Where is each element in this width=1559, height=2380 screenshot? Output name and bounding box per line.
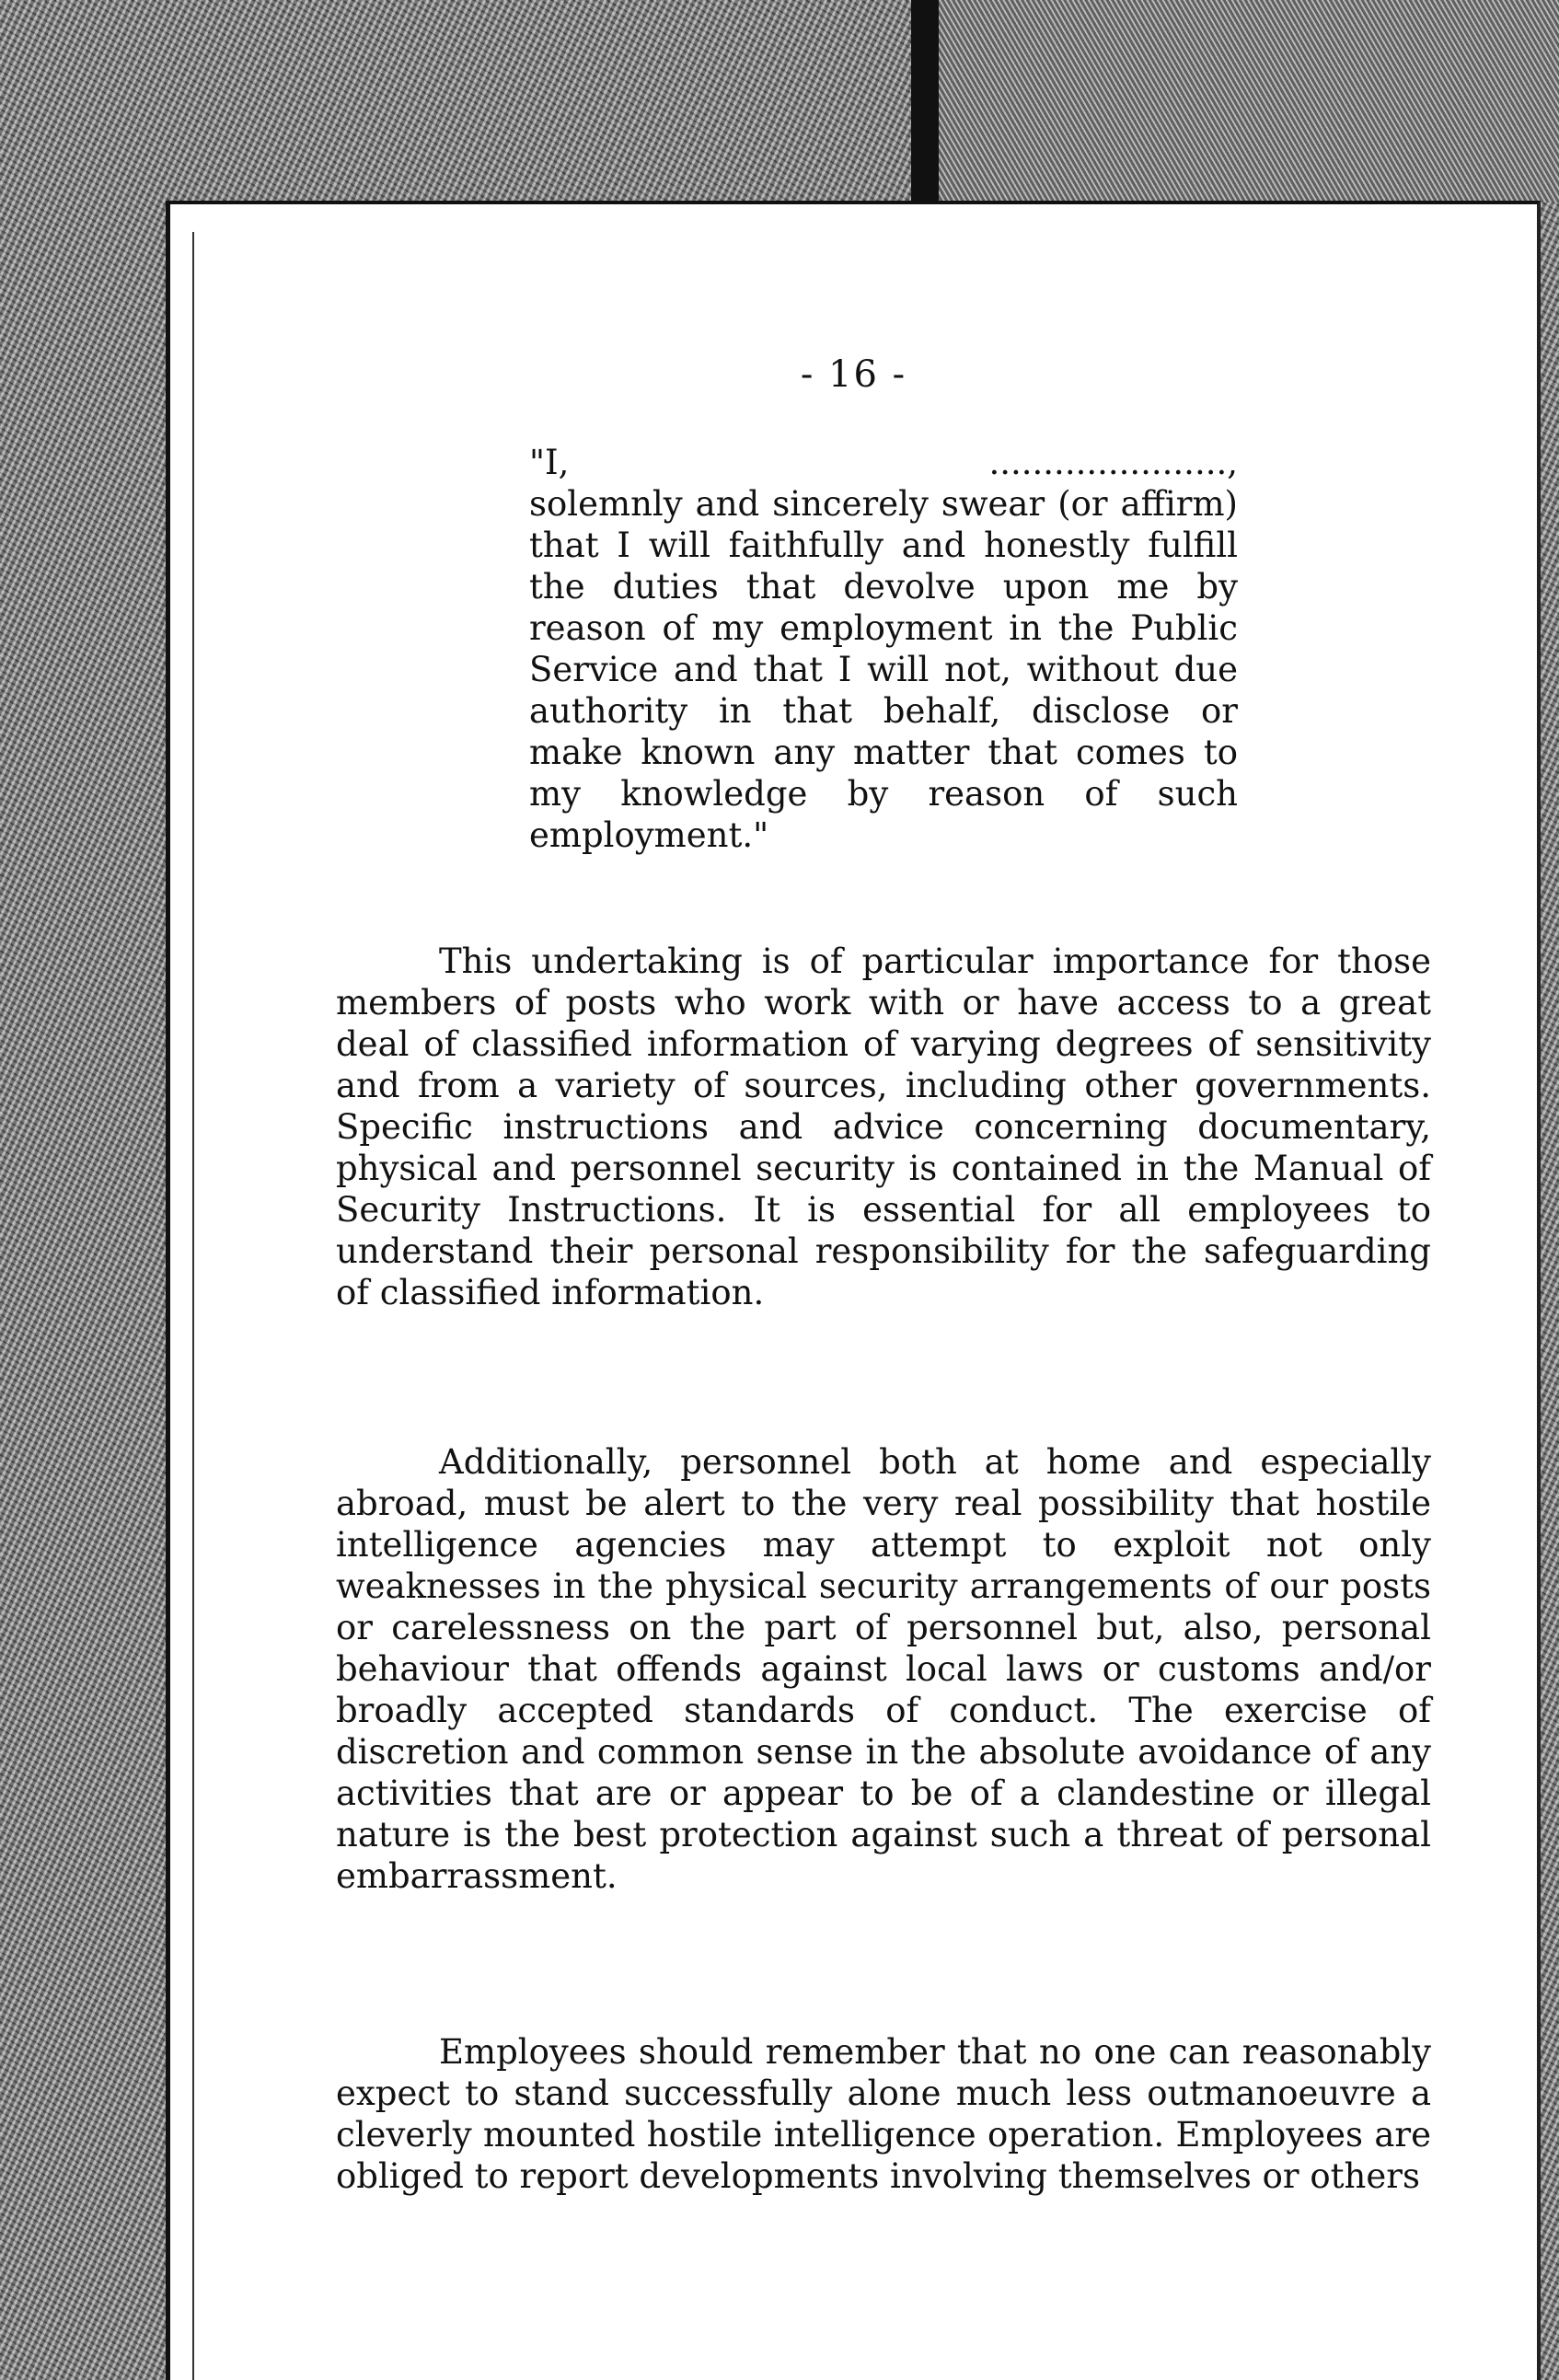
paragraph-undertaking: This undertaking is of particular importance for those members of posts who work with or have access to a great deal of classified information of varying degrees of sensitivity and from a variety of sources, including other governments. Specific instructions and advice concerning documentary, physical and personnel security is contained in the Manual of Security Instructions. It is essential for all employees to understand their personal responsibility for the safeguarding of classified information.: [336, 942, 1431, 1312]
paragraph-additionally: Additionally, personnel both at home and especially abroad, must be alert to the very real possibility that hostile intelligence agencies may attempt to exploit not only weaknesses in the physical security arrangements of our posts or carelessness on the part of personnel but, also, personal behaviour that offends against local laws or customs and/or broadly accepted standards of conduct. The exercise of discretion and common sense in the absolute avoidance of any activities that are or appear to be of a clandestine or illegal nature is the best protection against such a threat of personal embarrassment.: [336, 1442, 1431, 1896]
oath-open-quote: "I,: [529, 443, 570, 482]
page-edge-rule: [192, 232, 194, 2380]
oath-first-line: [529, 442, 1238, 483]
scan-background-band: [911, 0, 939, 202]
oath-name-blank: ......................,: [988, 443, 1238, 482]
oath-text: solemnly and sincerely swear (or affirm) that I will faithfully and honestly fulfill the duties that devolve upon me by reason of my employment in the Public Service and that I will not, without due authority in that behalf, disclose or make known any matter that comes to my knowledge by reason of such employment.": [529, 484, 1238, 855]
document-page: [166, 201, 1541, 2380]
scan-background-strip: [939, 0, 1559, 202]
paragraph-employees: Employees should remember that no one can reasonably expect to stand successfully alone much less outmanoeuvre a cleverly mounted hostile intelligence operation. Employees are obliged to report developments involving themselves or others: [336, 2032, 1431, 2196]
page-number: - 16 -: [800, 353, 907, 396]
